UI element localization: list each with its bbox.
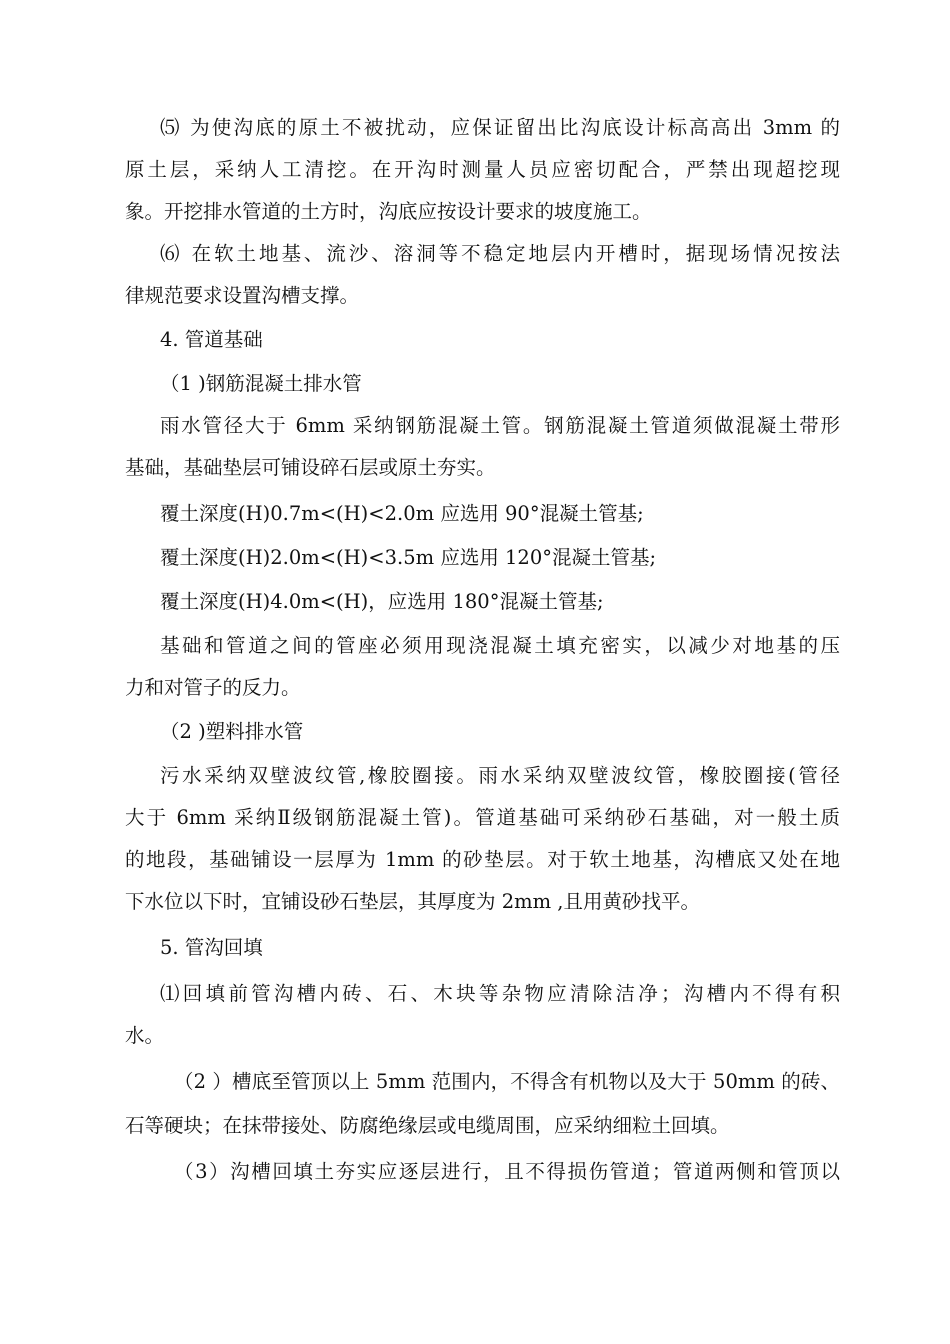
text-line: 原土层，采纳人工清挖。在开沟时测量人员应密切配合，严禁出现超挖现	[125, 158, 840, 181]
text-line: 律规范要求设置沟槽支撑。	[125, 284, 360, 307]
text-line: ⑸ 为使沟底的原土不被扰动，应保证留出比沟底设计标高高出 3mm 的	[160, 116, 840, 139]
text-line: 覆土深度(H)2.0m<(H)<3.5m 应选用 120°混凝土管基;	[160, 546, 657, 569]
section-heading: 5. 管沟回填	[160, 936, 263, 959]
text-line: 水。	[125, 1024, 165, 1047]
subsection-heading: （2 )塑料排水管	[160, 720, 304, 743]
text-line: （2 ）槽底至管顶以上 5mm 范围内，不得含有机物以及大于 50mm 的砖、	[174, 1070, 840, 1093]
text-line: 的地段，基础铺设一层厚为 1mm 的砂垫层。对于软土地基，沟槽底又处在地	[125, 848, 840, 871]
text-line: 大于 6mm 采纳Ⅱ级钢筋混凝土管)。管道基础可采纳砂石基础，对一般土质	[125, 806, 840, 829]
text-line: ⑴回填前管沟槽内砖、石、木块等杂物应清除洁净；沟槽内不得有积	[160, 982, 840, 1005]
text-line: 石等硬块；在抹带接处、防腐绝缘层或电缆周围，应采纳细粒土回填。	[125, 1114, 730, 1137]
subsection-heading: （1 )钢筋混凝土排水管	[160, 372, 362, 395]
text-line: 力和对管子的反力。	[125, 676, 301, 699]
text-line: 污水采纳双壁波纹管,橡胶圈接。雨水采纳双壁波纹管，橡胶圈接(管径	[160, 764, 840, 787]
text-line: 象。开挖排水管道的土方时，沟底应按设计要求的坡度施工。	[125, 200, 652, 223]
text-line: （3）沟槽回填土夯实应逐层进行，且不得损伤管道；管道两侧和管顶以	[174, 1160, 840, 1183]
text-line: 雨水管径大于 6mm 采纳钢筋混凝土管。钢筋混凝土管道须做混凝土带形	[160, 414, 840, 437]
text-line: 基础和管道之间的管座必须用现浇混凝土填充密实，以减少对地基的压	[160, 634, 840, 657]
text-line: ⑹ 在软土地基、流沙、溶洞等不稳定地层内开槽时，据现场情况按法	[160, 242, 840, 265]
text-line: 基础，基础垫层可铺设碎石层或原土夯实。	[125, 456, 496, 479]
text-line: 覆土深度(H)0.7m<(H)<2.0m 应选用 90°混凝土管基;	[160, 502, 644, 525]
text-line: 下水位以下时，宜铺设砂石垫层，其厚度为 2mm ,且用黄砂找平。	[125, 890, 700, 913]
section-heading: 4. 管道基础	[160, 328, 263, 351]
text-line: 覆土深度(H)4.0m<(H)，应选用 180°混凝土管基;	[160, 590, 604, 613]
